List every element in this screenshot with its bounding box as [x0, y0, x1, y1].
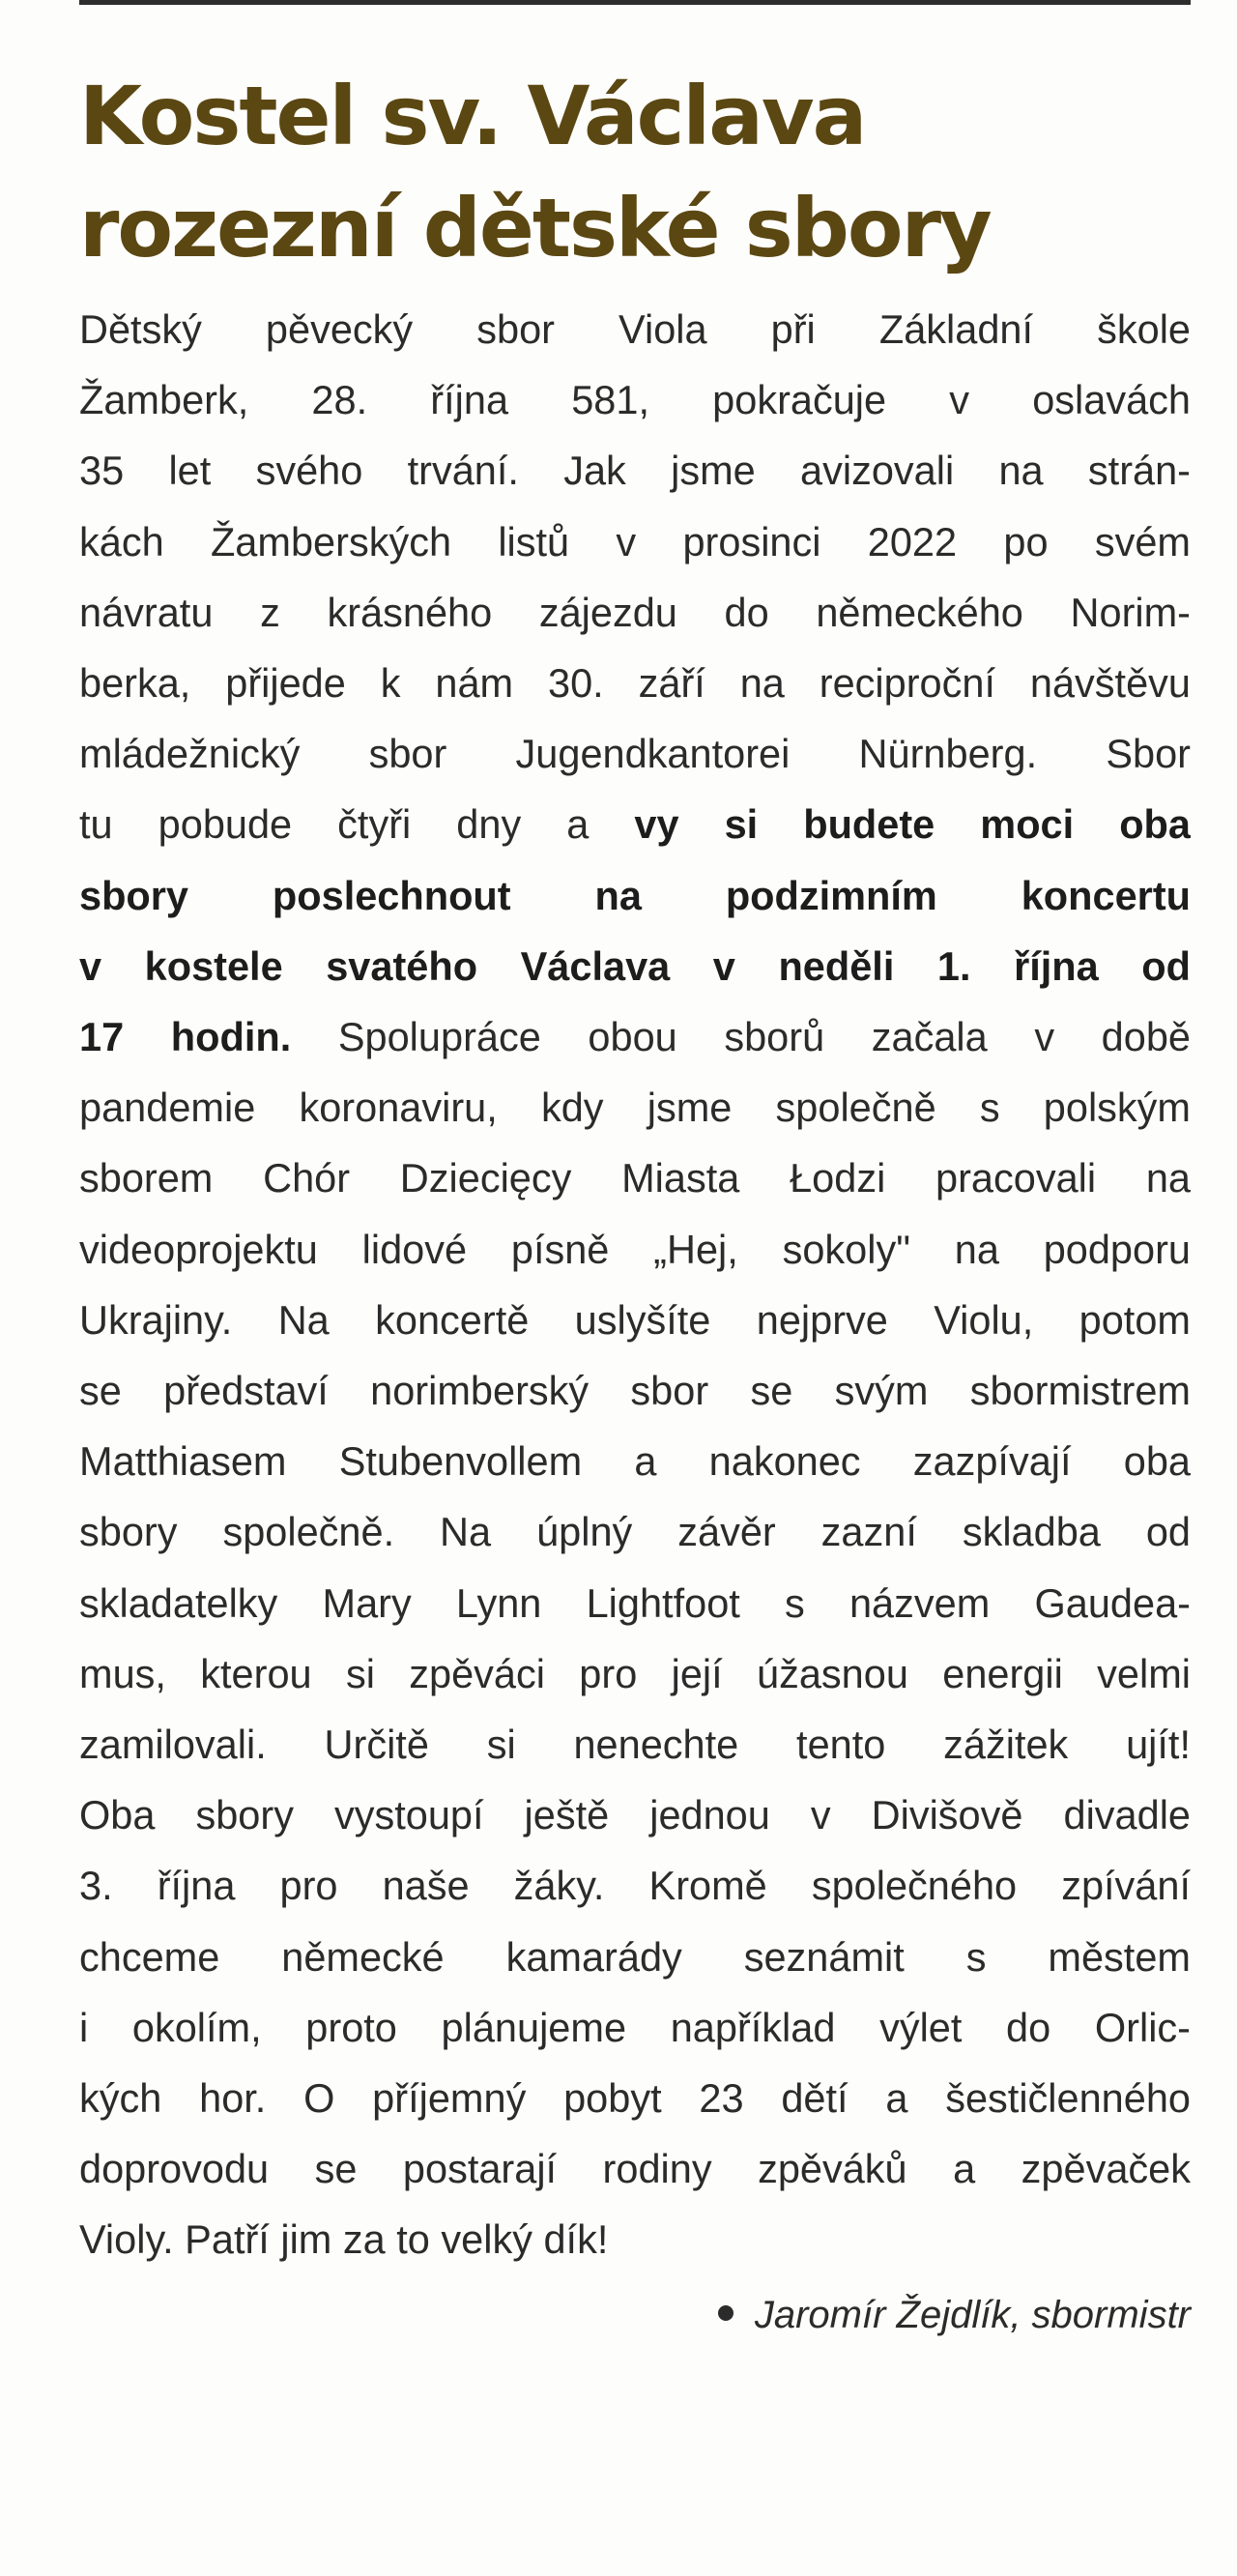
body-text-segment: návratu z krásného zájezdu do německého Norim-	[79, 589, 1191, 635]
body-line	[79, 1568, 1191, 1638]
body-line	[79, 577, 1191, 648]
body-line	[79, 1709, 1191, 1780]
body-line	[79, 648, 1191, 718]
body-text-segment: skladatelky Mary Lynn Lightfoot s názvem Gaudea-	[79, 1579, 1191, 1626]
body-text-segment: Dětský pěvecký sbor Viola při Základní škole	[79, 306, 1191, 352]
body-line	[79, 931, 1191, 1001]
body-line	[79, 1072, 1191, 1143]
body-text-segment: Spolupráce obou sborů začala v době	[291, 1014, 1191, 1060]
emphasized-text: 17 hodin.	[79, 1014, 292, 1060]
body-text-segment: i okolím, proto plánujeme například výlet do Orlic-	[79, 2004, 1191, 2050]
body-line	[79, 1922, 1191, 1992]
body-line	[79, 1214, 1191, 1285]
body-line	[79, 1638, 1191, 1709]
body-text-segment: 35 let svého trvání. Jak jsme avizovali na strán-	[79, 448, 1191, 494]
author-name: Jaromír Žejdlík, sbormistr	[754, 2293, 1191, 2336]
body-text-segment: doprovodu se postarají rodiny zpěváků a zpěvaček	[79, 2146, 1191, 2192]
body-text-segment: 3. října pro naše žáky. Kromě společného zpívání	[79, 1863, 1191, 1909]
author-signature	[79, 2283, 1191, 2347]
body-line	[79, 1426, 1191, 1496]
article-body	[79, 294, 1191, 2275]
body-line	[79, 364, 1191, 435]
body-text-segment: chceme německé kamarády seznámit s městem	[79, 1933, 1191, 1980]
body-line	[79, 1285, 1191, 1355]
body-text-segment: se představí norimberský sbor se svým sbormistrem	[79, 1368, 1191, 1414]
body-text-segment: Ukrajiny. Na koncertě uslyšíte nejprve Violu, potom	[79, 1296, 1191, 1343]
body-text-segment: mládežnický sbor Jugendkantorei Nürnberg. Sbor	[79, 731, 1191, 777]
emphasized-text: v kostele svatého Václava v neděli 1. října od	[79, 942, 1191, 989]
headline-line: rozezní dětské sbory	[79, 181, 991, 275]
body-text-segment: sborem Chór Dziecięcy Miasta Łodzi pracovali na	[79, 1155, 1191, 1201]
body-line	[79, 1850, 1191, 1921]
body-line	[79, 1780, 1191, 1850]
body-text-segment: berka, přijede k nám 30. září na reciproční návštěvu	[79, 660, 1191, 707]
article-headline	[79, 60, 1191, 284]
body-text-segment: Oba sbory vystoupí ještě jednou v Divišově divadle	[79, 1792, 1191, 1838]
body-line	[79, 435, 1191, 506]
body-text-segment: pandemie koronaviru, kdy jsme společně s polským	[79, 1085, 1191, 1131]
body-line	[79, 1143, 1191, 1213]
body-line	[79, 294, 1191, 364]
body-text-segment: sbory společně. Na úplný závěr zazní skladba od	[79, 1509, 1191, 1555]
body-text-segment: Matthiasem Stubenvollem a nakonec zazpívají oba	[79, 1438, 1191, 1485]
body-line	[79, 789, 1191, 859]
headline-line: Kostel sv. Václava	[79, 69, 866, 163]
body-line	[79, 860, 1191, 931]
body-line	[79, 2133, 1191, 2204]
body-line	[79, 2204, 1191, 2274]
emphasized-text: vy si budete moci oba	[634, 801, 1191, 848]
body-text-segment: Violy. Patří jim za to velký dík!	[79, 2216, 609, 2263]
body-line	[79, 718, 1191, 789]
body-line	[79, 1496, 1191, 1567]
body-text-segment: kých hor. O příjemný pobyt 23 dětí a šestičlenného	[79, 2075, 1191, 2122]
body-text-segment: kách Žamberských listů v prosinci 2022 po svém	[79, 518, 1191, 564]
body-line	[79, 1992, 1191, 2063]
body-line	[79, 2063, 1191, 2133]
body-text-segment: mus, kterou si zpěváci pro její úžasnou energii velmi	[79, 1650, 1191, 1696]
bullet-icon	[718, 2305, 734, 2321]
body-text-segment: videoprojektu lidové písně „Hej, sokoly" na podporu	[79, 1226, 1191, 1272]
body-text-segment: zamilovali. Určitě si nenechte tento zážitek ujít!	[79, 1722, 1191, 1768]
body-line	[79, 1355, 1191, 1426]
emphasized-text: sbory poslechnout na podzimním koncertu	[79, 872, 1191, 918]
body-line	[79, 1001, 1191, 1072]
top-rule	[79, 0, 1191, 5]
body-text-segment: Žamberk, 28. října 581, pokračuje v oslavách	[79, 377, 1191, 423]
article	[79, 60, 1191, 2347]
body-text-segment: tu pobude čtyři dny a	[79, 801, 635, 848]
body-line	[79, 507, 1191, 577]
